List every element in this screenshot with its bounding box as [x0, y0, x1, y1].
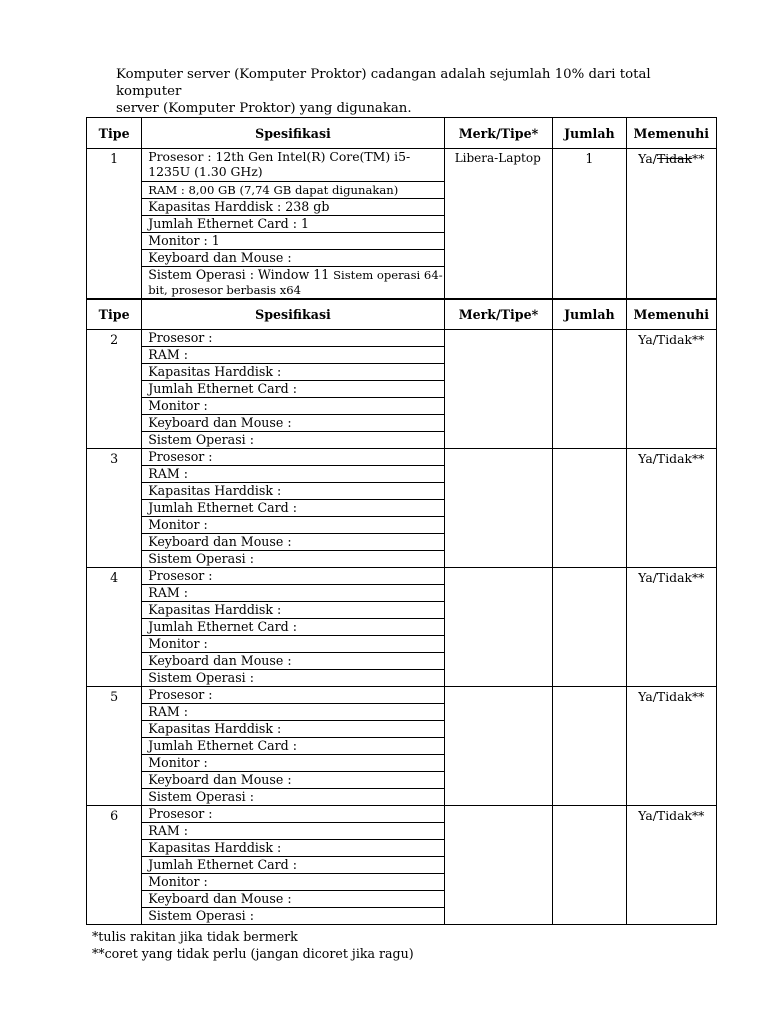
spec-ram: RAM : [142, 585, 443, 602]
table-header-row [87, 299, 717, 330]
spec-monitor: Monitor : [142, 398, 443, 415]
spec-harddisk: Kapasitas Harddisk : [142, 364, 443, 381]
spec-harddisk: Kapasitas Harddisk : 238 gb [142, 199, 443, 216]
footnote-2: **coret yang tidak perlu (jangan dicoret jika ragu) [92, 946, 414, 961]
spec-keyboard-mouse: Keyboard dan Mouse : [142, 250, 443, 267]
tipe-number: 4 [110, 570, 119, 585]
spec-prosesor: Prosesor : [142, 687, 443, 704]
cell-memenuhi [626, 687, 716, 806]
memenuhi-value: Ya/Tidak** [638, 332, 705, 347]
tipe-number: 1 [110, 151, 119, 166]
memenuhi-mark: ** [692, 151, 705, 166]
intro-paragraph [116, 66, 716, 117]
cell-jumlah [553, 149, 626, 300]
spec-harddisk: Kapasitas Harddisk : [142, 840, 443, 857]
table-row [87, 806, 717, 925]
header-jumlah: Jumlah [553, 118, 626, 149]
memenuhi-value: Ya/Tidak** [638, 451, 705, 466]
cell-tipe [87, 687, 142, 806]
cell-jumlah [553, 449, 626, 568]
cell-spesifikasi [142, 449, 444, 568]
spec-sistem-operasi: Sistem Operasi : [148, 908, 254, 923]
memenuhi-value: Ya/Tidak** [638, 570, 705, 585]
cell-spesifikasi [142, 806, 444, 925]
spec-monitor: Monitor : [142, 636, 443, 653]
tipe-number: 2 [110, 332, 119, 347]
cell-memenuhi [626, 330, 716, 449]
tipe-number: 5 [110, 689, 119, 704]
cell-merk [444, 806, 553, 925]
jumlah-value: 1 [585, 151, 594, 166]
table-tipe-2-6 [86, 298, 717, 925]
cell-jumlah [553, 806, 626, 925]
cell-spesifikasi [142, 149, 444, 300]
spec-ram: RAM : [142, 347, 443, 364]
table-tipe-1 [86, 117, 717, 300]
table-row [87, 449, 717, 568]
cell-merk [444, 687, 553, 806]
spec-list [142, 806, 443, 924]
table-row [87, 687, 717, 806]
cell-tipe [87, 568, 142, 687]
spec-list [142, 449, 443, 567]
spec-keyboard-mouse: Keyboard dan Mouse : [142, 534, 443, 551]
intro-line-2: server (Komputer Proktor) yang digunakan. [116, 101, 412, 116]
spec-monitor: Monitor : 1 [142, 233, 443, 250]
cell-tipe [87, 149, 142, 300]
cell-memenuhi [626, 449, 716, 568]
cell-spesifikasi [142, 687, 444, 806]
spec-list [142, 687, 443, 805]
spec-ram: RAM : 8,00 GB (7,74 GB dapat digunakan) [142, 182, 443, 199]
header-memenuhi: Memenuhi [626, 118, 716, 149]
header-tipe: Tipe [87, 118, 142, 149]
table-row [87, 330, 717, 449]
cell-memenuhi [626, 149, 716, 300]
cell-jumlah [553, 330, 626, 449]
spec-prosesor: Prosesor : [142, 568, 443, 585]
spec-keyboard-mouse: Keyboard dan Mouse : [142, 653, 443, 670]
header-jumlah: Jumlah [553, 299, 626, 330]
spec-os-main: Sistem Operasi : Window 11 [148, 267, 330, 282]
cell-merk [444, 330, 553, 449]
cell-jumlah [553, 568, 626, 687]
merk-value: Libera-Laptop [454, 151, 541, 165]
spec-monitor: Monitor : [142, 874, 443, 891]
table-row [87, 568, 717, 687]
spec-sistem-operasi [142, 267, 443, 299]
cell-tipe [87, 806, 142, 925]
spec-keyboard-mouse: Keyboard dan Mouse : [142, 415, 443, 432]
spec-ethernet: Jumlah Ethernet Card : 1 [142, 216, 443, 233]
memenuhi-value [627, 149, 716, 166]
spec-keyboard-mouse: Keyboard dan Mouse : [142, 772, 443, 789]
spec-prosesor: Prosesor : [142, 806, 443, 823]
spec-keyboard-mouse: Keyboard dan Mouse : [142, 891, 443, 908]
cell-memenuhi [626, 806, 716, 925]
spec-sistem-operasi: Sistem Operasi : [148, 432, 254, 447]
memenuhi-tidak-struck: Tidak [656, 151, 692, 166]
table-row [87, 149, 717, 300]
cell-merk [444, 449, 553, 568]
tipe-number: 6 [110, 808, 119, 823]
header-merk: Merk/Tipe* [444, 118, 553, 149]
footnote-1: *tulis rakitan jika tidak bermerk [92, 929, 298, 944]
memenuhi-ya: Ya/ [638, 151, 657, 166]
spec-os-detail: Sistem operasi 64-bit, prosesor berbasis x64 [148, 268, 443, 297]
spec-prosesor: Prosesor : [142, 449, 443, 466]
intro-line-1: Komputer server (Komputer Proktor) cadangan adalah sejumlah 10% dari total komputer [116, 67, 651, 99]
cell-tipe [87, 330, 142, 449]
spec-ethernet: Jumlah Ethernet Card : [142, 857, 443, 874]
spec-list [142, 568, 443, 686]
spec-ram: RAM : [142, 823, 443, 840]
memenuhi-value: Ya/Tidak** [638, 808, 705, 823]
cell-tipe [87, 449, 142, 568]
spec-ethernet: Jumlah Ethernet Card : [142, 738, 443, 755]
spec-prosesor: Prosesor : 12th Gen Intel(R) Core(TM) i5-1235U (1.30 GHz) [142, 149, 443, 182]
spec-list [142, 149, 443, 299]
tipe-number: 3 [110, 451, 119, 466]
cell-memenuhi [626, 568, 716, 687]
spec-list [142, 330, 443, 448]
header-merk: Merk/Tipe* [444, 299, 553, 330]
spec-harddisk: Kapasitas Harddisk : [142, 602, 443, 619]
header-tipe: Tipe [87, 299, 142, 330]
spec-ethernet: Jumlah Ethernet Card : [142, 500, 443, 517]
spec-sistem-operasi: Sistem Operasi : [148, 670, 254, 685]
spec-sistem-operasi: Sistem Operasi : [148, 789, 254, 804]
spec-ethernet: Jumlah Ethernet Card : [142, 381, 443, 398]
spec-harddisk: Kapasitas Harddisk : [142, 721, 443, 738]
header-memenuhi: Memenuhi [626, 299, 716, 330]
header-spesifikasi: Spesifikasi [142, 118, 444, 149]
cell-spesifikasi [142, 568, 444, 687]
spec-ram: RAM : [142, 704, 443, 721]
cell-merk [444, 149, 553, 300]
spec-monitor: Monitor : [142, 755, 443, 772]
cell-jumlah [553, 687, 626, 806]
spec-ram: RAM : [142, 466, 443, 483]
cell-merk [444, 568, 553, 687]
spec-harddisk: Kapasitas Harddisk : [142, 483, 443, 500]
spec-sistem-operasi: Sistem Operasi : [148, 551, 254, 566]
spec-ethernet: Jumlah Ethernet Card : [142, 619, 443, 636]
header-spesifikasi: Spesifikasi [142, 299, 444, 330]
footnotes [92, 928, 414, 962]
memenuhi-value: Ya/Tidak** [638, 689, 705, 704]
spec-monitor: Monitor : [142, 517, 443, 534]
cell-spesifikasi [142, 330, 444, 449]
table-header-row [87, 118, 717, 149]
spec-prosesor: Prosesor : [142, 330, 443, 347]
